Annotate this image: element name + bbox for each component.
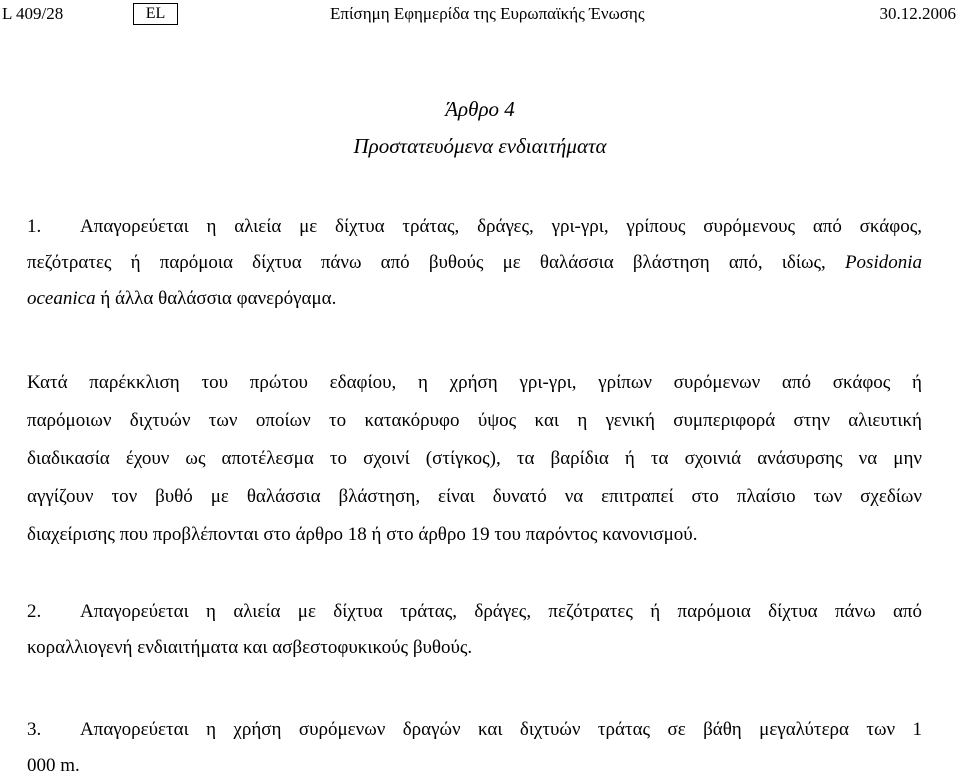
paragraph-1-line-2 xyxy=(27,245,922,281)
paragraph-derogation-line-2: παρόμοιων διχτυών των οποίων το κατακόρυφο ύψος και η γενική συμπεριφορά στην αλιευτική xyxy=(27,410,922,431)
language-badge: EL xyxy=(133,3,178,25)
page-reference: L 409/28 xyxy=(2,4,64,23)
paragraph-1-line-1 xyxy=(27,209,922,245)
article-number: Άρθρο 4 xyxy=(445,97,515,121)
paragraph-2-line-2: κοραλλιογενή ενδιαιτήματα και ασβεστοφυκικούς βυθούς. xyxy=(27,637,473,658)
paragraph-2 xyxy=(27,594,922,666)
paragraph-1-text-1: Απαγορεύεται η αλιεία με δίχτυα τράτας, δράγες, γρι-γρι, γρίπους συρόμενους από σκάφος, xyxy=(80,216,922,237)
species-name-genus: Posidonia xyxy=(844,252,922,273)
paragraph-number: 3. xyxy=(27,719,42,740)
paragraph-1 xyxy=(27,209,922,317)
paragraph-number: 1. xyxy=(27,216,42,237)
journal-title: Επίσημη Εφημερίδα της Ευρωπαϊκής Ένωσης xyxy=(330,4,645,23)
paragraph-2-text-1: Απαγορεύεται η αλιεία με δίχτυα τράτας, δράγες, πεζότρατες ή παρόμοια δίχτυα πάνω από xyxy=(80,601,922,622)
paragraph-number: 2. xyxy=(27,601,42,622)
paragraph-3 xyxy=(27,712,922,784)
paragraph-1-text-3: ή άλλα θαλάσσια φανερόγαμα. xyxy=(95,288,337,309)
page-header xyxy=(0,2,960,26)
paragraph-3-line-1 xyxy=(27,712,922,748)
paragraph-2-line-1 xyxy=(27,594,922,630)
paragraph-derogation-line-5: διαχείρισης που προβλέπονται στο άρθρο 18 ή στο άρθρο 19 του παρόντος κανονισμού. xyxy=(27,524,698,545)
paragraph-1-text-2: πεζότρατες ή παρόμοια δίχτυα πάνω από βυθούς με θαλάσσια βλάστηση από, ιδίως, xyxy=(27,252,826,273)
paragraph-3-line-2: 000 m. xyxy=(27,755,80,776)
paragraph-derogation-line-4: αγγίζουν τον βυθό με θαλάσσια βλάστηση, είναι δυνατό να επιτραπεί στο πλαίσιο των σχεδίων xyxy=(27,486,922,507)
paragraph-derogation-line-1: Κατά παρέκκλιση του πρώτου εδαφίου, η χρήση γρι-γρι, γρίπων συρόμενων από σκάφος ή xyxy=(27,372,922,393)
paragraph-derogation xyxy=(27,364,922,554)
paragraph-1-line-3 xyxy=(27,281,922,317)
paragraph-derogation-line-3: διαδικασία έχουν ως αποτέλεσμα το σχοινί (στίγκος), τα βαρίδια ή τα σχοινιά ανάσυρσης να μην xyxy=(27,448,922,469)
article-title: Προστατευόμενα ενδιαιτήματα xyxy=(353,134,607,158)
species-name-epithet: oceanica xyxy=(27,288,96,309)
publication-date: 30.12.2006 xyxy=(879,4,956,23)
paragraph-3-text-1: Απαγορεύεται η χρήση συρόμενων δραγών και διχτυών τράτας σε βάθη μεγαλύτερα των 1 xyxy=(80,719,922,740)
